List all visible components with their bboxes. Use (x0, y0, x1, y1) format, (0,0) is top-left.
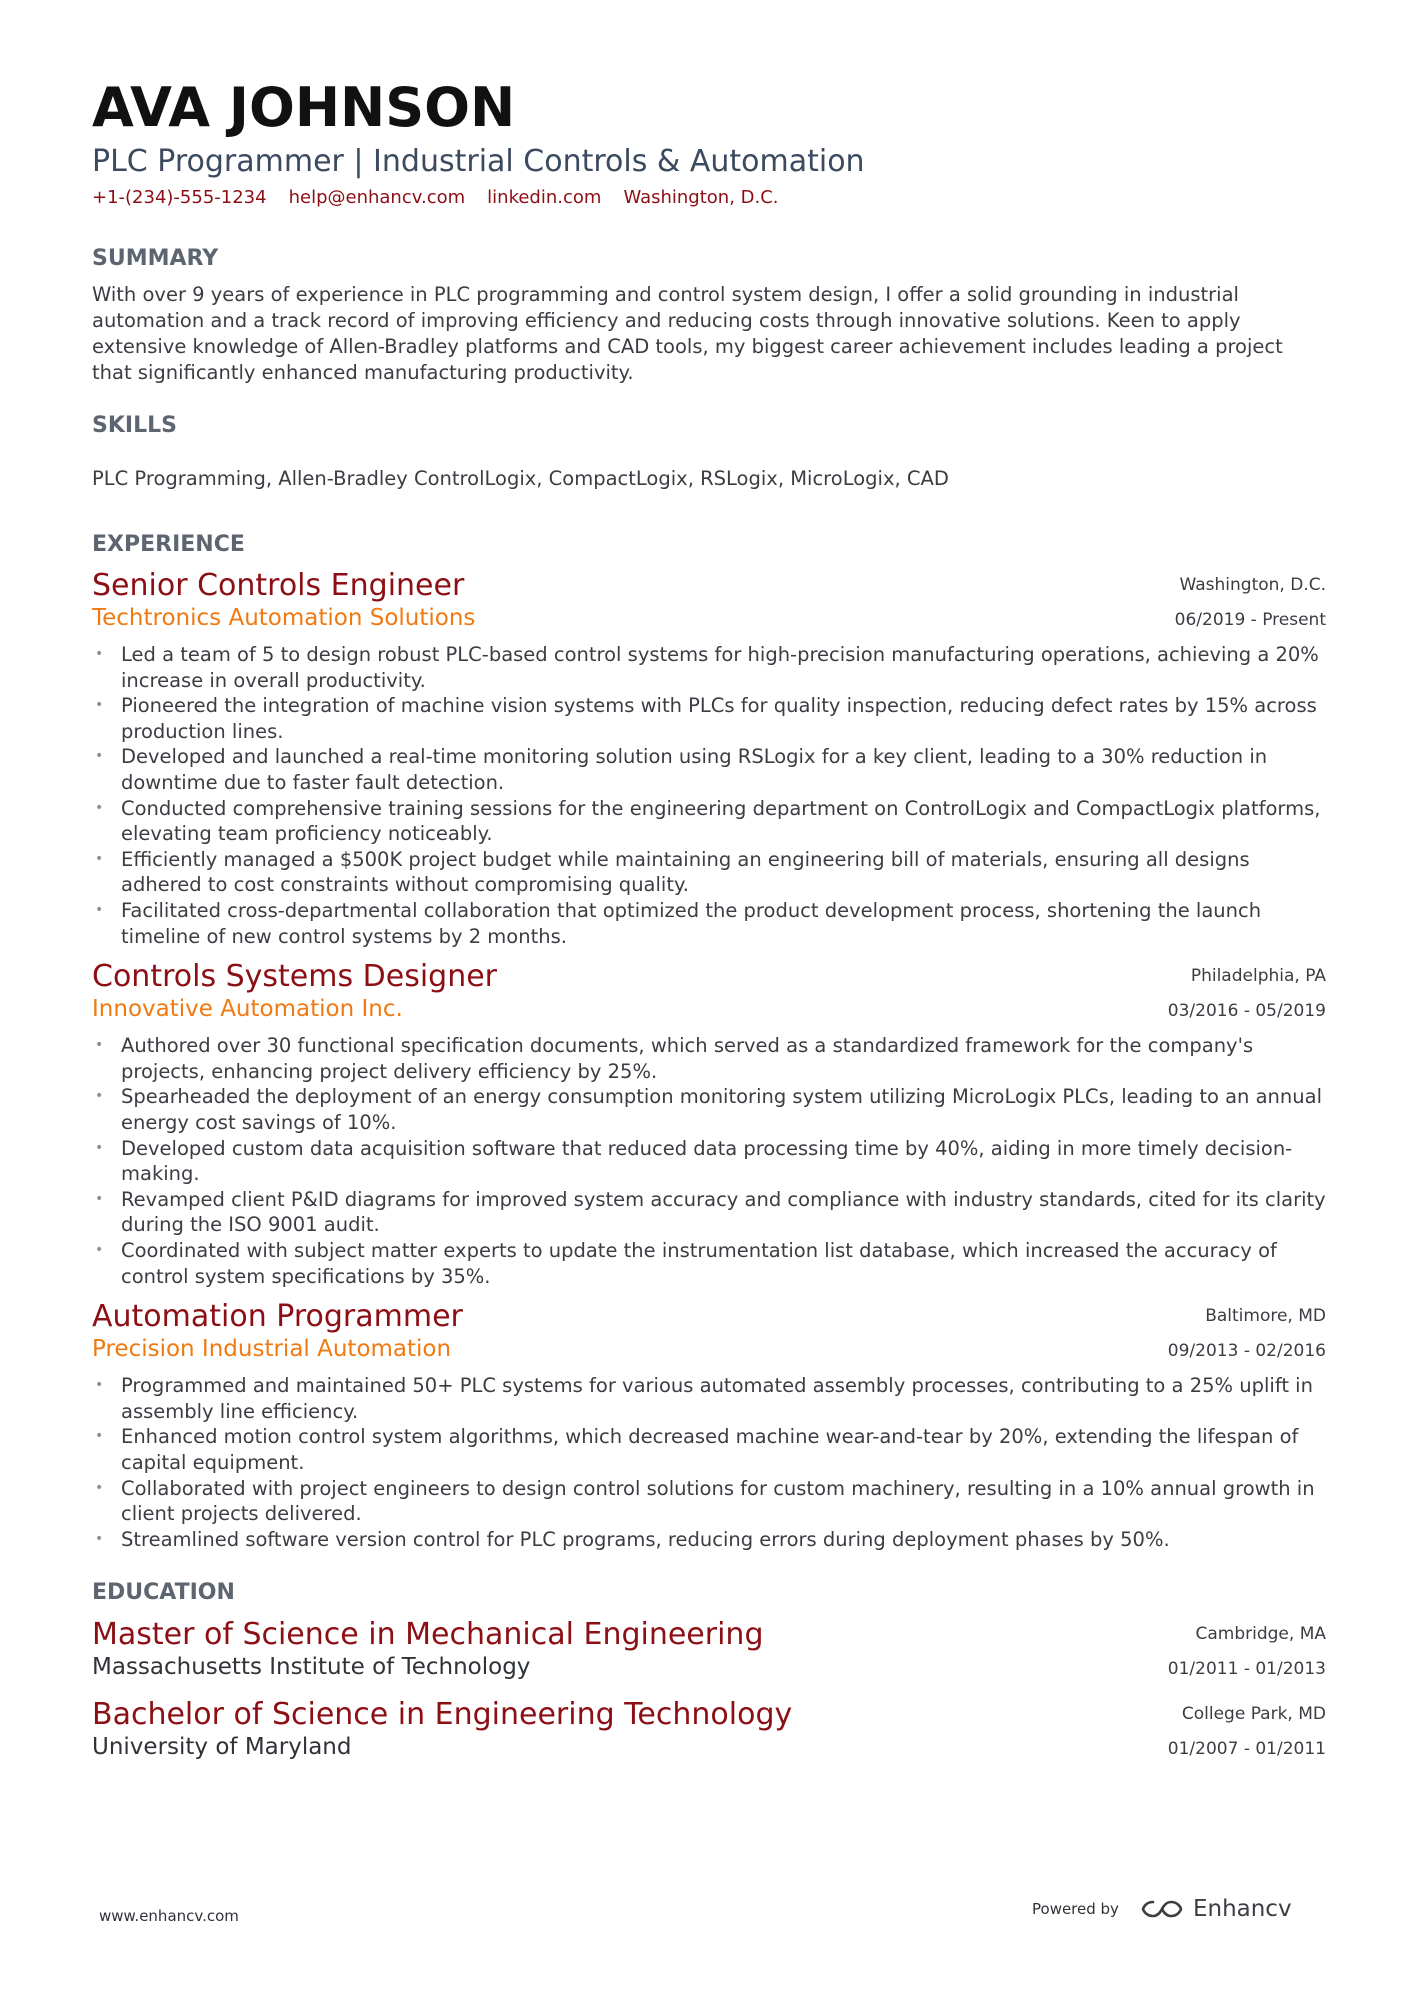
bullet-text: Coordinated with subject matter experts to update the instrumentation list database, which increased the accuracy of control system specifications by 35%. (121, 1238, 1277, 1288)
company-name: Techtronics Automation Solutions (92, 605, 476, 632)
list-item (92, 796, 1326, 847)
job-dates: 03/2016 - 05/2019 (1167, 1001, 1326, 1022)
bullet-text: Spearheaded the deployment of an energy consumption monitoring system utilizing MicroLogix PLCs, leading to an annual energy cost savings of 10%. (121, 1085, 1322, 1134)
list-item (92, 1033, 1326, 1084)
bullet-dot-icon: • (95, 1530, 104, 1547)
job-bullets (92, 642, 1326, 949)
school-name: Massachusetts Institute of Technology (92, 1653, 531, 1680)
bullet-dot-icon: • (95, 1139, 104, 1156)
bullet-text: Developed and launched a real-time monitoring solution using RSLogix for a key client, leading to a 30% reduction in downtime due to faster fault detection. (121, 745, 1268, 795)
list-item (92, 1424, 1326, 1475)
footer-website-link[interactable]: www.enhancv.com (99, 1907, 239, 1925)
skills-heading: SKILLS (92, 413, 177, 439)
list-item (92, 1373, 1326, 1424)
linkedin-link[interactable]: linkedin.com (487, 186, 602, 208)
bullet-dot-icon: • (95, 1428, 104, 1445)
bullet-dot-icon: • (95, 1037, 104, 1054)
list-item (92, 1238, 1326, 1289)
summary-heading: SUMMARY (92, 246, 219, 272)
bullet-text: Programmed and maintained 50+ PLC systems for various automated assembly processes, contributing to a 25% uplift in assembly line efficiency. (121, 1374, 1313, 1423)
list-item (92, 1527, 1326, 1553)
skills-text: PLC Programming, Allen-Bradley ControlLogix, CompactLogix, RSLogix, MicroLogix, CAD (92, 466, 949, 490)
bullet-text: Revamped client P&ID diagrams for improved system accuracy and compliance with industry standards, cited for its clarity during the ISO 9001 audit. (121, 1187, 1326, 1237)
list-item (92, 1084, 1326, 1135)
bullet-text: Pioneered the integration of machine vision systems with PLCs for quality inspection, reducing defect rates by 15% across production lines. (121, 694, 1317, 743)
bullet-text: Led a team of 5 to design robust PLC-based control systems for high-precision manufacturing operations, achieving a 20% increase in overall productivity. (121, 643, 1319, 692)
education-dates: 01/2007 - 01/2011 (1167, 1738, 1326, 1759)
job-bullets (92, 1373, 1326, 1552)
company-name: Precision Industrial Automation (92, 1336, 452, 1363)
degree-title: Bachelor of Science in Engineering Technology (92, 1696, 793, 1732)
brand-name: Enhancv (1192, 1896, 1292, 1922)
education-entry (92, 1697, 1326, 1767)
phone-link[interactable]: +1-(234)-555-1234 (92, 186, 267, 208)
list-item (92, 1187, 1326, 1238)
footer-branding (1032, 1896, 1292, 1922)
email-link[interactable]: help@enhancv.com (288, 186, 466, 208)
bullet-dot-icon: • (95, 697, 104, 714)
list-item (92, 1136, 1326, 1187)
bullet-text: Streamlined software version control for PLC programs, reducing errors during deployment phases by 50%. (121, 1527, 1170, 1551)
bullet-text: Collaborated with project engineers to design control solutions for custom machinery, resulting in a 10% annual growth in client projects delivered. (121, 1476, 1315, 1526)
bullet-dot-icon: • (95, 902, 104, 918)
job-title: Automation Programmer (92, 1299, 463, 1335)
education-entry (92, 1617, 1326, 1687)
bullet-dot-icon: • (95, 1088, 104, 1105)
education-dates: 01/2011 - 01/2013 (1167, 1658, 1326, 1679)
company-name: Innovative Automation Inc. (92, 996, 403, 1023)
bullet-dot-icon: • (95, 799, 104, 816)
contact-bar (92, 185, 1326, 210)
list-item (92, 847, 1326, 898)
experience-entry (92, 568, 1326, 949)
bullet-dot-icon: • (95, 646, 104, 663)
brand-logo[interactable] (1139, 1896, 1292, 1922)
school-name: University of Maryland (92, 1733, 352, 1760)
job-dates: 09/2013 - 02/2016 (1167, 1341, 1326, 1362)
summary-text: With over 9 years of experience in PLC programming and control system design, I offer a solid grounding in industrial automation and a track record of improving efficiency and reducing costs through innovative solutions. Keen to apply extensive knowledge of Allen-Bradley platforms and CAD tools, my biggest career achievement includes leading a project that significantly enhanced manufacturing productivity. (92, 283, 1283, 384)
experience-entry (92, 1299, 1326, 1552)
bullet-dot-icon: • (95, 748, 104, 765)
job-title: Controls Systems Designer (92, 959, 498, 995)
resume-page (92, 78, 1326, 1767)
powered-by-label: Powered by (1032, 1900, 1119, 1918)
job-location: Philadelphia, PA (1190, 966, 1326, 987)
bullet-text: Facilitated cross-departmental collaboration that optimized the product development process, shortening the launch timeline of new control systems by 2 months. (121, 899, 1262, 948)
list-item (92, 693, 1326, 744)
bullet-dot-icon: • (95, 1190, 104, 1207)
experience-heading: EXPERIENCE (92, 531, 245, 557)
bullet-text: Authored over 30 functional specification documents, which served as a standardized framework for the company's projects, enhancing project delivery efficiency by 25%. (121, 1034, 1254, 1083)
job-dates: 06/2019 - Present (1174, 610, 1326, 631)
candidate-name: AVA JOHNSON (92, 76, 516, 139)
bullet-dot-icon: • (95, 1377, 104, 1394)
bullet-text: Conducted comprehensive training sessions for the engineering department on ControlLogix and CompactLogix platforms, elevating team proficiency noticeably. (121, 796, 1321, 846)
education-location: College Park, MD (1181, 1703, 1326, 1724)
list-item (92, 1476, 1326, 1527)
education-heading: EDUCATION (92, 1580, 235, 1606)
bullet-dot-icon: • (95, 1241, 104, 1258)
job-location: Baltimore, MD (1205, 1306, 1326, 1327)
job-title: Senior Controls Engineer (92, 568, 465, 604)
degree-title: Master of Science in Mechanical Engineering (92, 1616, 764, 1652)
headline: PLC Programmer | Industrial Controls & Automation (92, 144, 865, 180)
list-item (92, 642, 1326, 693)
job-bullets (92, 1033, 1326, 1289)
bullet-text: Developed custom data acquisition software that reduced data processing time by 40%, aiding in more timely decision-making. (121, 1136, 1293, 1186)
list-item (92, 744, 1326, 795)
bullet-text: Efficiently managed a $500K project budget while maintaining an engineering bill of materials, ensuring all designs adhered to cost constraints without compromising quality. (121, 847, 1250, 897)
bullet-dot-icon: • (95, 1479, 104, 1496)
enhancv-logo-icon (1139, 1898, 1185, 1920)
job-location: Washington, D.C. (1179, 575, 1326, 596)
list-item (92, 898, 1326, 949)
bullet-dot-icon: • (95, 850, 104, 867)
experience-entry (92, 959, 1326, 1289)
location-text: Washington, D.C. (623, 186, 779, 208)
bullet-text: Enhanced motion control system algorithms, which decreased machine wear-and-tear by 20%, extending the lifespan of capital equipment. (121, 1425, 1299, 1474)
education-location: Cambridge, MA (1195, 1623, 1326, 1644)
